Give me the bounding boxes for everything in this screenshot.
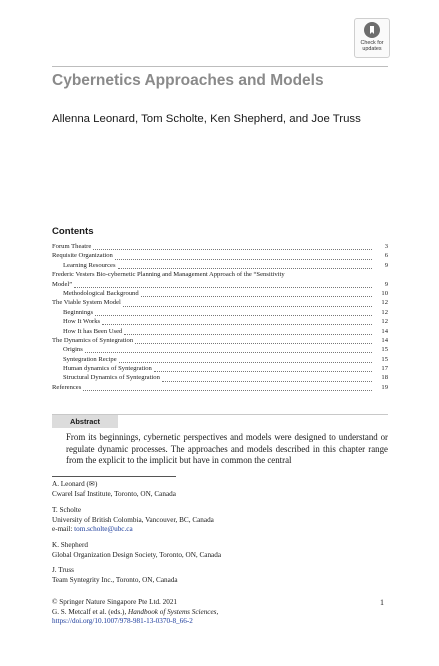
toc-entry-label: Origins bbox=[63, 346, 83, 354]
toc-leader-dots bbox=[95, 309, 372, 316]
table-of-contents bbox=[52, 242, 388, 392]
toc-entry[interactable] bbox=[52, 355, 388, 364]
toc-entry-page: 9 bbox=[384, 261, 388, 269]
toc-entry[interactable] bbox=[52, 327, 388, 336]
toc-entry[interactable] bbox=[52, 336, 388, 345]
badge-label: Check for updates bbox=[360, 40, 384, 52]
bookmark-icon bbox=[364, 22, 380, 38]
chapter-title: Cybernetics Approaches and Models bbox=[52, 72, 324, 89]
affiliation-institution: Team Syntegrity Inc., Toronto, ON, Canada bbox=[52, 575, 178, 584]
toc-entry[interactable] bbox=[52, 308, 388, 317]
affiliation-institution: University of British Colombia, Vancouver, BC, Canada bbox=[52, 515, 214, 524]
toc-entry-page: 14 bbox=[381, 336, 388, 344]
abstract-bar bbox=[52, 414, 388, 429]
toc-leader-dots bbox=[162, 375, 372, 382]
toc-leader-dots bbox=[85, 346, 372, 353]
toc-entry[interactable] bbox=[52, 280, 388, 289]
authors: Allenna Leonard, Tom Scholte, Ken Shepherd, and Joe Truss bbox=[52, 113, 361, 125]
affiliation-name: J. Truss bbox=[52, 566, 74, 574]
toc-entry-page: 10 bbox=[381, 289, 388, 297]
toc-entry-label: How It has Been Used bbox=[63, 327, 123, 335]
toc-entry-page: 12 bbox=[381, 299, 388, 307]
toc-entry-label: Syntegration Recipe bbox=[63, 355, 117, 363]
toc-entry-page: 12 bbox=[381, 308, 388, 316]
affiliation-name: A. Leonard (✉) bbox=[52, 480, 98, 488]
email-link[interactable]: tom.scholte@ubc.ca bbox=[74, 525, 133, 534]
citation-line: G. S. Metcalf et al. (eds.), Handbook of Systems Sciences, bbox=[52, 607, 219, 616]
toc-entry[interactable] bbox=[52, 345, 388, 354]
toc-entry-page: 19 bbox=[381, 383, 388, 391]
toc-leader-dots bbox=[141, 290, 372, 297]
toc-leader-dots bbox=[102, 318, 372, 325]
toc-entry[interactable] bbox=[52, 289, 388, 298]
affiliation-institution: Global Organization Design Society, Toronto, ON, Canada bbox=[52, 550, 222, 559]
toc-leader-dots bbox=[123, 300, 372, 307]
toc-leader-dots bbox=[74, 281, 372, 288]
toc-entry[interactable] bbox=[52, 383, 388, 392]
toc-leader-dots bbox=[135, 337, 372, 344]
toc-entry[interactable] bbox=[52, 298, 388, 307]
toc-entry-label: Requisite Organization bbox=[52, 252, 113, 260]
toc-entry-page: 6 bbox=[384, 252, 388, 260]
toc-leader-dots bbox=[93, 243, 372, 250]
toc-entry-label: References bbox=[52, 383, 82, 391]
contents-heading: Contents bbox=[52, 226, 94, 237]
toc-entry[interactable] bbox=[52, 373, 388, 382]
affiliation-scholte bbox=[52, 506, 352, 535]
toc-entry-label: The Dynamics of Syntegration bbox=[52, 336, 134, 344]
toc-entry-page: 18 bbox=[381, 374, 388, 382]
toc-entry-label: The Viable System Model bbox=[52, 299, 121, 307]
toc-entry[interactable] bbox=[52, 261, 388, 270]
affiliation-shepherd bbox=[52, 541, 352, 560]
toc-leader-dots bbox=[119, 356, 372, 363]
abstract-text: From its beginnings, cybernetic perspectives and models were designed to understand or regulate dynamic processes. The approaches and models described in this chapter range from the explicit to the implicit but have in common the central bbox=[66, 432, 388, 466]
toc-entry[interactable] bbox=[52, 251, 388, 260]
copyright-line: © Springer Nature Singapore Pte Ltd. 2021 bbox=[52, 598, 178, 606]
toc-leader-dots bbox=[154, 365, 372, 372]
footnote-rule bbox=[52, 476, 176, 477]
affiliation-email: e-mail: tom.scholte@ubc.ca bbox=[52, 525, 133, 534]
toc-entry[interactable] bbox=[52, 242, 388, 251]
toc-entry-label: Learning Resources bbox=[63, 261, 116, 269]
toc-entry[interactable] bbox=[52, 317, 388, 326]
toc-entry-label: Forum Theatre bbox=[52, 243, 92, 250]
toc-entry-label: Human dynamics of Syntegration bbox=[63, 365, 152, 373]
affiliation-name: K. Shepherd bbox=[52, 541, 88, 549]
toc-entry-label: Beginnings bbox=[63, 308, 94, 316]
toc-entry-label: Model” bbox=[52, 280, 73, 288]
toc-entry-line: Frederic Vesters Bio-cybernetic Planning and Management Approach of the “Sensitivity bbox=[52, 271, 285, 279]
toc-entry-label: Structural Dynamics of Syntegration bbox=[63, 374, 160, 382]
toc-entry-page: 9 bbox=[384, 280, 388, 288]
page-number: 1 bbox=[380, 598, 384, 607]
toc-entry-label: How It Works bbox=[63, 318, 101, 326]
toc-entry-page: 14 bbox=[381, 327, 388, 335]
toc-entry-label: Methodological Background bbox=[63, 289, 139, 297]
toc-leader-dots bbox=[83, 384, 372, 391]
affiliation-institution: Cwarel Isaf Institute, Toronto, ON, Canada bbox=[52, 489, 176, 498]
abstract-label: Abstract bbox=[52, 415, 118, 428]
toc-leader-dots bbox=[118, 262, 372, 269]
title-rule bbox=[52, 66, 388, 67]
check-for-updates-badge[interactable] bbox=[354, 18, 390, 58]
footer bbox=[52, 598, 388, 627]
toc-entry-page: 15 bbox=[381, 346, 388, 354]
toc-entry[interactable] bbox=[52, 364, 388, 373]
affiliation-leonard bbox=[52, 480, 352, 499]
toc-entry-page: 3 bbox=[384, 243, 388, 250]
toc-entry-page: 12 bbox=[381, 318, 388, 326]
affiliation-name: T. Scholte bbox=[52, 506, 82, 514]
doi-link[interactable]: https://doi.org/10.1007/978-981-13-0370-8_66-2 bbox=[52, 617, 193, 626]
toc-leader-dots bbox=[115, 253, 372, 260]
toc-leader-dots bbox=[124, 328, 372, 335]
affiliation-truss bbox=[52, 566, 352, 585]
toc-entry-page: 17 bbox=[381, 365, 388, 373]
toc-entry-page: 15 bbox=[381, 355, 388, 363]
